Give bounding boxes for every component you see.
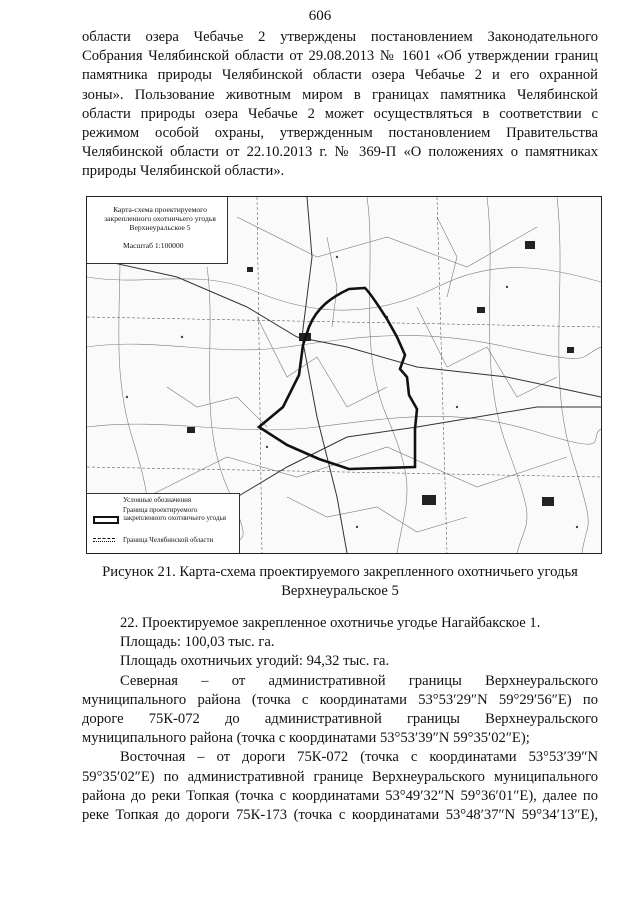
map-title-line: Карта-схема проектируемого bbox=[113, 205, 207, 214]
text-line: области озера Чебачье 2 утверждены постановлением Законодательного bbox=[82, 29, 598, 45]
legend-item-region: Граница Челябинской области bbox=[123, 536, 214, 544]
legend-region-swatch bbox=[93, 541, 115, 542]
north-line: дороге 75К-072 до административной границы Верхнеуральского bbox=[82, 711, 598, 728]
map-title-box bbox=[87, 197, 228, 264]
text-line: Собрания Челябинской области от 29.08.2013 № 1601 «Об утверждении границ bbox=[82, 48, 598, 65]
page-number: 606 bbox=[308, 8, 332, 24]
north-line: муниципального района (точка с координатами 53°53′39″N 59°35′02″E); bbox=[82, 730, 530, 747]
text-line: режимом особой охраны, утвержденным постановлением Правительства bbox=[82, 125, 598, 142]
north-line: Северная – от административной границы Верхнеуральского bbox=[120, 672, 598, 689]
east-line: района до реки Топкая (точка с координатами 53°49′32″N 59°36′01″E), далее по bbox=[82, 787, 598, 804]
section-body bbox=[82, 614, 598, 825]
east-line: Восточная – от дороги 75К-072 (точка с координатами 53°53′39″N bbox=[120, 749, 598, 766]
figure-caption bbox=[82, 563, 598, 601]
east-line: реке Топкая до дороги 75К-173 (точка с координатами 53°48′37″N 59°34′13″E), bbox=[82, 807, 598, 824]
text-line: Челябинской области от 22.10.2013 г. № 369-П «О положениях о памятниках bbox=[82, 144, 598, 161]
text-line: области природы озера Чебачье 2 может осуществляться в соответствии с bbox=[82, 105, 598, 122]
legend-region-swatch bbox=[93, 538, 115, 539]
map-legend bbox=[87, 493, 240, 554]
legend-title: Условные обозначения bbox=[123, 496, 192, 504]
legend-boundary-swatch bbox=[93, 516, 119, 524]
section-hunting-area: Площадь охотничьих угодий: 94,32 тыс. га. bbox=[120, 653, 390, 670]
text-line: природы Челябинской области». bbox=[82, 163, 285, 180]
caption-line: Рисунок 21. Карта-схема проектируемого закрепленного охотничьего угодья bbox=[102, 564, 578, 580]
section-heading: 22. Проектируемое закрепленное охотничье угодье Нагайбакское 1. bbox=[120, 615, 541, 631]
map-scale: Масштаб 1:100000 bbox=[123, 241, 184, 250]
map-figure bbox=[86, 196, 602, 554]
legend-item-boundary: Граница проектируемого закрепленного охотничьего угодья bbox=[123, 506, 226, 522]
map-title bbox=[95, 205, 225, 233]
east-line: 59°35′02″E) по административной границе Верхнеуральского муниципального bbox=[82, 768, 598, 785]
text-line: зоны». Пользование животным миром в границах памятника Челябинской bbox=[82, 86, 598, 103]
section-area: Площадь: 100,03 тыс. га. bbox=[120, 634, 275, 651]
map-title-line: закрепленного охотничьего угодья bbox=[104, 214, 216, 224]
map-title-line: Верхнеуральское 5 bbox=[129, 223, 191, 233]
north-line: муниципального района (точка с координатами 53°53′29″N 59°29′56″E) по bbox=[82, 691, 598, 708]
top-paragraph bbox=[82, 28, 598, 182]
text-line: памятника природы Челябинской области озера Чебачье 2 и его охранной bbox=[82, 67, 598, 84]
caption-line: Верхнеуральское 5 bbox=[281, 583, 399, 599]
